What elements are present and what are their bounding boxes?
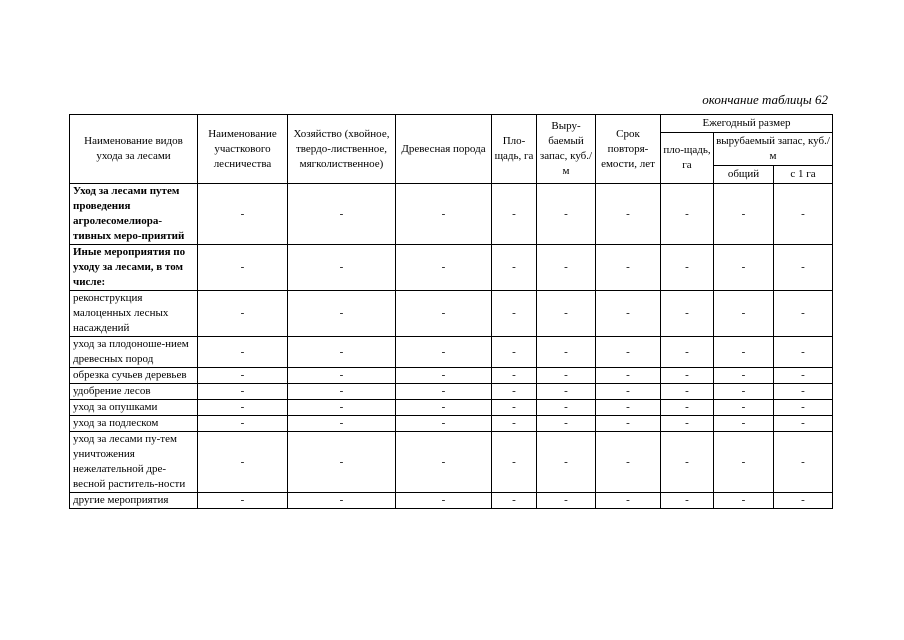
row-name: уход за плодоноше-нием древесных пород [70, 337, 198, 368]
row-value: - [596, 384, 661, 400]
header-species: Древесная порода [396, 115, 492, 184]
row-value: - [492, 493, 537, 509]
header-annual: Ежегодный размер [661, 115, 833, 133]
row-value: - [596, 184, 661, 245]
row-value: - [396, 184, 492, 245]
row-value: - [661, 400, 714, 416]
row-value: - [537, 432, 596, 493]
table-row [70, 184, 833, 245]
table-row [70, 416, 833, 432]
row-value: - [714, 337, 774, 368]
row-value: - [596, 432, 661, 493]
row-value: - [774, 245, 833, 291]
row-value: - [537, 291, 596, 337]
row-value: - [774, 384, 833, 400]
row-value: - [714, 245, 774, 291]
row-name: удобрение лесов [70, 384, 198, 400]
row-value: - [492, 291, 537, 337]
row-value: - [396, 368, 492, 384]
row-value: - [288, 245, 396, 291]
row-value: - [396, 384, 492, 400]
table-row [70, 384, 833, 400]
row-name: уход за лесами пу-тем уничтожения нежелательной дре-весной раститель-ности [70, 432, 198, 493]
row-name: реконструкция малоценных лесных насаждений [70, 291, 198, 337]
row-value: - [288, 368, 396, 384]
row-value: - [537, 416, 596, 432]
row-value: - [537, 184, 596, 245]
row-value: - [661, 245, 714, 291]
row-value: - [492, 400, 537, 416]
row-value: - [596, 337, 661, 368]
row-value: - [288, 291, 396, 337]
row-value: - [714, 368, 774, 384]
table-row [70, 368, 833, 384]
row-value: - [396, 245, 492, 291]
row-value: - [774, 337, 833, 368]
row-value: - [288, 400, 396, 416]
row-value: - [714, 291, 774, 337]
row-value: - [661, 337, 714, 368]
row-value: - [198, 384, 288, 400]
table-caption: окончание таблицы 62 [702, 92, 828, 107]
row-value: - [492, 337, 537, 368]
row-value: - [714, 184, 774, 245]
row-value: - [396, 432, 492, 493]
row-value: - [661, 291, 714, 337]
row-value: - [396, 400, 492, 416]
row-name: обрезка сучьев деревьев [70, 368, 198, 384]
table-row [70, 400, 833, 416]
row-value: - [396, 493, 492, 509]
table-row [70, 432, 833, 493]
row-value: - [774, 432, 833, 493]
row-value: - [288, 337, 396, 368]
row-value: - [288, 384, 396, 400]
row-value: - [198, 245, 288, 291]
row-value: - [288, 184, 396, 245]
row-value: - [198, 432, 288, 493]
row-value: - [714, 384, 774, 400]
header-forestry: Наименование участкового лесничества [198, 115, 288, 184]
row-value: - [661, 184, 714, 245]
row-value: - [396, 337, 492, 368]
header-volume: Выру-баемый запас, куб./м [537, 115, 596, 184]
row-value: - [714, 493, 774, 509]
row-value: - [537, 384, 596, 400]
table-row [70, 337, 833, 368]
row-value: - [661, 493, 714, 509]
header-care-type: Наименование видов ухода за лесами [70, 115, 198, 184]
row-value: - [537, 368, 596, 384]
row-value: - [774, 416, 833, 432]
row-value: - [288, 493, 396, 509]
row-value: - [774, 400, 833, 416]
row-value: - [288, 432, 396, 493]
row-value: - [396, 416, 492, 432]
row-name: уход за опушками [70, 400, 198, 416]
header-area: Пло-щадь, га [492, 115, 537, 184]
header-annual-total: общий [714, 166, 774, 184]
row-value: - [198, 368, 288, 384]
row-value: - [714, 400, 774, 416]
table-body [70, 184, 833, 509]
row-value: - [288, 416, 396, 432]
row-name: другие мероприятия [70, 493, 198, 509]
row-value: - [661, 384, 714, 400]
row-value: - [198, 416, 288, 432]
row-value: - [198, 337, 288, 368]
row-value: - [198, 493, 288, 509]
row-value: - [714, 416, 774, 432]
row-value: - [596, 291, 661, 337]
row-value: - [596, 493, 661, 509]
table-row [70, 493, 833, 509]
row-value: - [396, 291, 492, 337]
row-value: - [537, 245, 596, 291]
row-value: - [714, 432, 774, 493]
row-value: - [537, 400, 596, 416]
row-value: - [661, 432, 714, 493]
row-value: - [492, 416, 537, 432]
row-value: - [492, 432, 537, 493]
row-value: - [596, 245, 661, 291]
row-value: - [661, 416, 714, 432]
row-value: - [774, 184, 833, 245]
row-value: - [492, 368, 537, 384]
row-name: Уход за лесами путем проведения агролесомелиора-тивных меро-приятий [70, 184, 198, 245]
header-annual-volume: вырубаемый запас, куб./м [714, 133, 833, 166]
row-value: - [537, 337, 596, 368]
row-name: Иные мероприятия по уходу за лесами, в том числе: [70, 245, 198, 291]
row-value: - [596, 368, 661, 384]
row-name: уход за подлеском [70, 416, 198, 432]
row-value: - [661, 368, 714, 384]
header-annual-area: пло-щадь, га [661, 133, 714, 184]
row-value: - [492, 184, 537, 245]
table-row [70, 291, 833, 337]
header-period: Срок повторя-емости, лет [596, 115, 661, 184]
header-economy: Хозяйство (хвойное, твердо-лиственное, мягколиственное) [288, 115, 396, 184]
row-value: - [198, 291, 288, 337]
row-value: - [774, 493, 833, 509]
row-value: - [596, 400, 661, 416]
row-value: - [774, 291, 833, 337]
forest-care-table [69, 114, 833, 509]
row-value: - [492, 384, 537, 400]
header-annual-per-ha: с 1 га [774, 166, 833, 184]
row-value: - [198, 400, 288, 416]
row-value: - [537, 493, 596, 509]
row-value: - [774, 368, 833, 384]
table-row [70, 245, 833, 291]
row-value: - [596, 416, 661, 432]
row-value: - [492, 245, 537, 291]
row-value: - [198, 184, 288, 245]
